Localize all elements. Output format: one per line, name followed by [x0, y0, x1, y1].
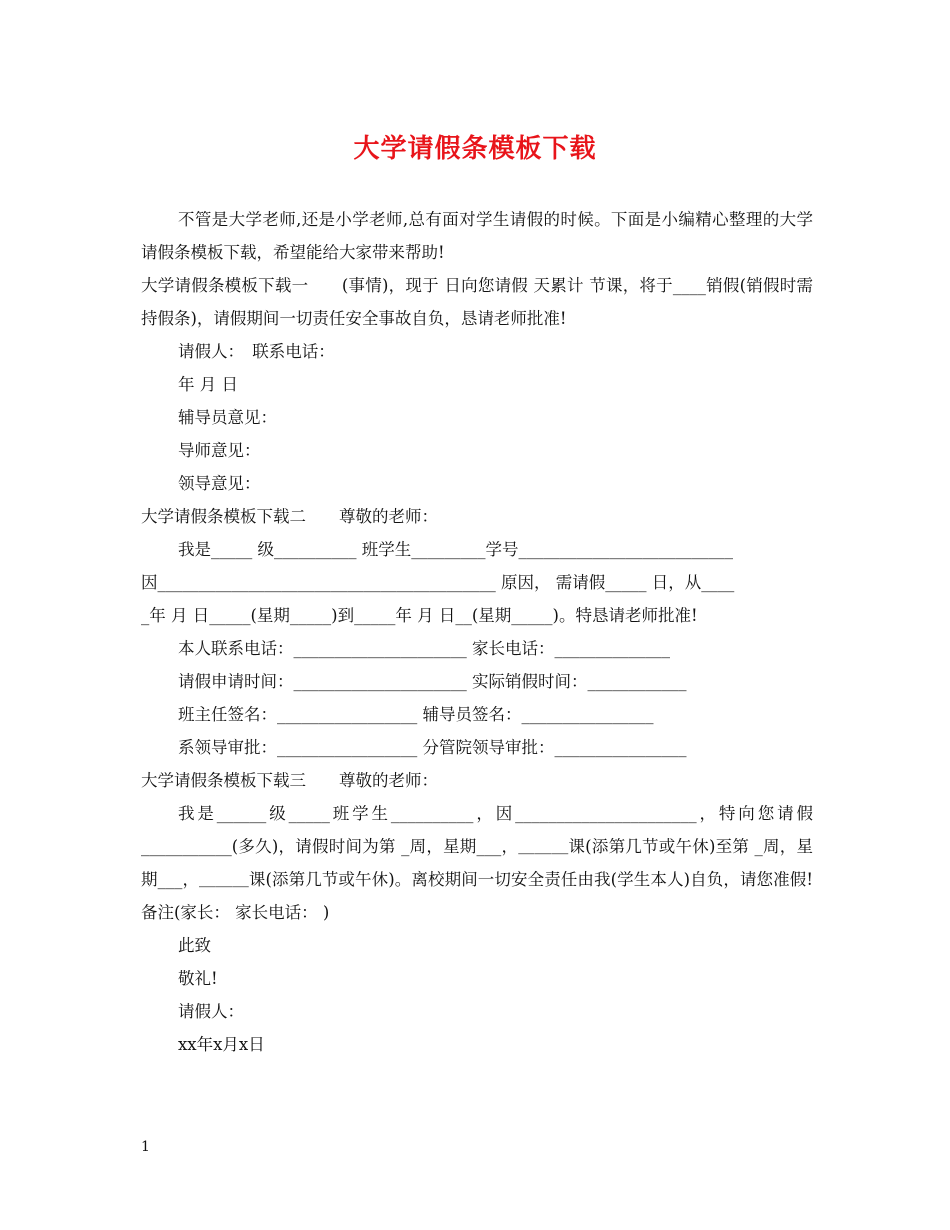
- document-body: [141, 203, 813, 1061]
- template1-leader-opinion: 领导意见：: [178, 474, 261, 493]
- template2-line1: 我是_____ 级__________ 班学生_________学号__________________________: [178, 540, 733, 559]
- template2-signatures: 班主任签名：_________________ 辅导员签名：________________: [178, 705, 654, 724]
- template3-date: xx年x月x日: [178, 1035, 265, 1054]
- document-title: 大学请假条模板下载: [353, 134, 597, 164]
- page-number: 1: [141, 1139, 150, 1155]
- template2-approvals: 系领导审批：_________________ 分管院领导审批：________________: [178, 738, 687, 757]
- template1-tutor-opinion: 导师意见：: [178, 441, 261, 460]
- template2-line3: _年 月 日_____(星期_____)到_____年 月 日__(星期_____)。特恳请老师批准!: [141, 606, 698, 625]
- template3-closing-2: 敬礼!: [178, 969, 218, 988]
- template1-counselor-opinion: 辅导员意见：: [178, 408, 277, 427]
- template3-applicant: 请假人：: [178, 1002, 244, 1021]
- template1-date: 年 月 日: [178, 375, 238, 394]
- template2-times: 请假申请时间：_____________________ 实际销假时间：____________: [178, 672, 687, 691]
- intro-paragraph: 不管是大学老师,还是小学老师,总有面对学生请假的时候。下面是小编精心整理的大学请假条模板下载，希望能给大家带来帮助!: [141, 210, 813, 262]
- template1-applicant: 请假人： 联系电话：: [178, 342, 335, 361]
- template3-closing-1: 此致: [178, 936, 211, 955]
- template1-paragraph: 大学请假条模板下载一 (事情)，现于 日向您请假 天累计 节课，将于____销假(销假时需持假条)，请假期间一切责任安全事故自负，恳请老师批准!: [141, 276, 813, 328]
- template2-line2: 因_________________________________________ 原因， 需请假_____ 日，从____: [141, 573, 735, 592]
- template2-contact: 本人联系电话：_____________________ 家长电话：______________: [178, 639, 670, 658]
- template3-paragraph: 我是______级_____班学生__________，因______________________，特向您请假___________(多久)，请假时间为第 _周，星期___，＿＿＿课(添第几节或午休)至第 _周，星期___，＿＿＿课(添第几节或午休)。离校期间一切安全责任由我(学生本人)自负，请您准假!备注(家长： 家长电话： ): [141, 804, 813, 922]
- template3-heading: 大学请假条模板下载三 尊敬的老师：: [141, 771, 438, 790]
- template2-heading: 大学请假条模板下载二 尊敬的老师：: [141, 507, 438, 526]
